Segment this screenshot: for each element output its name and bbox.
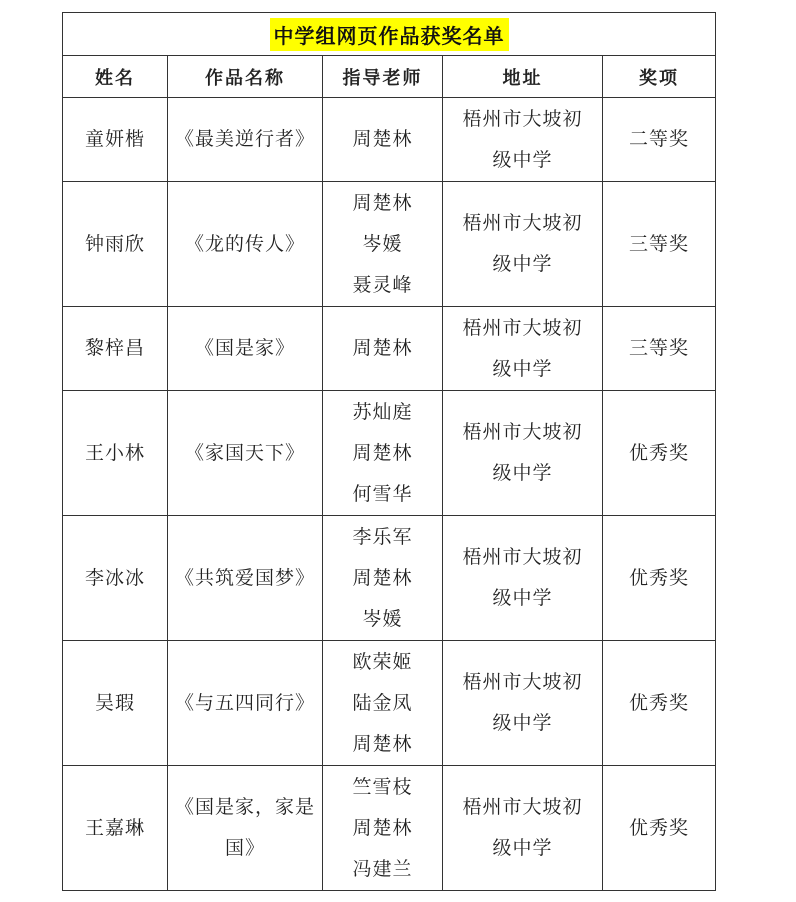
student-name <box>63 766 168 891</box>
award-level <box>603 391 716 516</box>
advisor-names-line: 李乐军 <box>352 525 413 548</box>
school-address <box>443 641 603 766</box>
award-level <box>603 766 716 891</box>
award-list-document <box>62 12 715 891</box>
work-title-line: 《家国天下》 <box>184 441 305 464</box>
header-row <box>63 56 716 98</box>
school-address-line: 级中学 <box>492 837 553 859</box>
award-level-text: 二等奖 <box>628 128 689 150</box>
advisor-names <box>323 766 443 891</box>
student-name-text: 吴瑕 <box>94 691 135 714</box>
advisor-names-line: 聂灵峰 <box>352 273 413 296</box>
advisor-names-line: 周楚林 <box>352 816 413 839</box>
advisor-names <box>323 182 443 307</box>
advisor-names-line: 岑媛 <box>362 232 403 255</box>
award-level-text: 优秀奖 <box>628 441 689 464</box>
header-work-title: 作品名称 <box>168 56 323 98</box>
table-title: 中学组网页作品获奖名单 <box>270 18 509 51</box>
advisor-names-line: 欧荣姬 <box>352 650 413 673</box>
school-address-line: 级中学 <box>492 253 553 275</box>
school-address <box>443 391 603 516</box>
award-level-text: 优秀奖 <box>628 691 689 714</box>
advisor-names <box>323 307 443 391</box>
work-title <box>168 766 323 891</box>
work-title-line: 《国是家》 <box>194 337 295 359</box>
student-name-text: 黎梓昌 <box>84 337 145 359</box>
school-address-line: 梧州市大坡初 <box>462 316 583 339</box>
advisor-names <box>323 516 443 641</box>
school-address <box>443 182 603 307</box>
work-title-line: 《共筑爱国梦》 <box>174 566 315 589</box>
advisor-names-line: 岑媛 <box>362 607 403 630</box>
advisor-names-line: 周楚林 <box>352 337 413 359</box>
school-address-line: 级中学 <box>492 712 553 734</box>
advisor-names-line: 周楚林 <box>352 441 413 464</box>
advisor-names-line: 何雪华 <box>352 482 413 505</box>
award-level <box>603 182 716 307</box>
advisor-names <box>323 98 443 182</box>
work-title-line: 《与五四同行》 <box>174 691 315 714</box>
student-name-text: 王嘉琳 <box>84 816 145 839</box>
advisor-names <box>323 391 443 516</box>
student-name-text: 李冰冰 <box>84 566 145 589</box>
school-address-line: 梧州市大坡初 <box>462 107 583 130</box>
award-level-text: 优秀奖 <box>628 816 689 839</box>
school-address-line: 梧州市大坡初 <box>462 212 583 234</box>
table-row <box>63 766 716 891</box>
school-address-line: 梧州市大坡初 <box>462 546 583 568</box>
work-title <box>168 307 323 391</box>
advisor-names-line: 竺雪枝 <box>352 775 413 798</box>
advisor-names-line: 周楚林 <box>352 191 413 214</box>
table-row <box>63 182 716 307</box>
title-row <box>63 13 716 56</box>
award-level-text: 三等奖 <box>628 337 689 359</box>
advisor-names-line: 苏灿庭 <box>352 400 413 423</box>
student-name-text: 童妍楷 <box>84 128 145 150</box>
work-title-line: 《龙的传人》 <box>184 232 305 255</box>
table-row <box>63 516 716 641</box>
school-address-line: 梧州市大坡初 <box>462 796 583 818</box>
student-name-text: 王小林 <box>84 441 145 464</box>
work-title <box>168 516 323 641</box>
student-name <box>63 641 168 766</box>
award-table <box>62 12 716 891</box>
advisor-names-line: 周楚林 <box>352 128 413 150</box>
school-address-line: 级中学 <box>492 148 553 171</box>
work-title-line: 国》 <box>224 837 265 859</box>
school-address <box>443 307 603 391</box>
work-title <box>168 391 323 516</box>
award-level-text: 优秀奖 <box>628 566 689 589</box>
table-row <box>63 641 716 766</box>
student-name-text: 钟雨欣 <box>84 232 145 255</box>
header-name: 姓名 <box>63 56 168 98</box>
school-address <box>443 766 603 891</box>
work-title <box>168 98 323 182</box>
student-name <box>63 307 168 391</box>
advisor-names-line: 周楚林 <box>352 566 413 589</box>
table-row <box>63 391 716 516</box>
award-level <box>603 307 716 391</box>
school-address <box>443 98 603 182</box>
table-row <box>63 98 716 182</box>
school-address <box>443 516 603 641</box>
advisor-names <box>323 641 443 766</box>
school-address-line: 梧州市大坡初 <box>462 671 583 693</box>
award-level-text: 三等奖 <box>628 232 689 255</box>
school-address-line: 级中学 <box>492 587 553 609</box>
title-cell <box>63 13 716 56</box>
advisor-names-line: 周楚林 <box>352 732 413 755</box>
header-advisor: 指导老师 <box>323 56 443 98</box>
school-address-line: 级中学 <box>492 462 553 484</box>
table-body <box>63 98 716 891</box>
school-address-line: 梧州市大坡初 <box>462 421 583 443</box>
student-name <box>63 182 168 307</box>
table-row <box>63 307 716 391</box>
award-level <box>603 516 716 641</box>
header-award: 奖项 <box>603 56 716 98</box>
work-title <box>168 182 323 307</box>
work-title-line: 《国是家，家是 <box>174 796 315 818</box>
work-title-line: 《最美逆行者》 <box>174 128 315 150</box>
student-name <box>63 98 168 182</box>
award-level <box>603 641 716 766</box>
student-name <box>63 516 168 641</box>
student-name <box>63 391 168 516</box>
advisor-names-line: 冯建兰 <box>352 857 413 880</box>
header-address: 地址 <box>443 56 603 98</box>
advisor-names-line: 陆金凤 <box>352 691 413 714</box>
work-title <box>168 641 323 766</box>
school-address-line: 级中学 <box>492 357 553 380</box>
award-level <box>603 98 716 182</box>
